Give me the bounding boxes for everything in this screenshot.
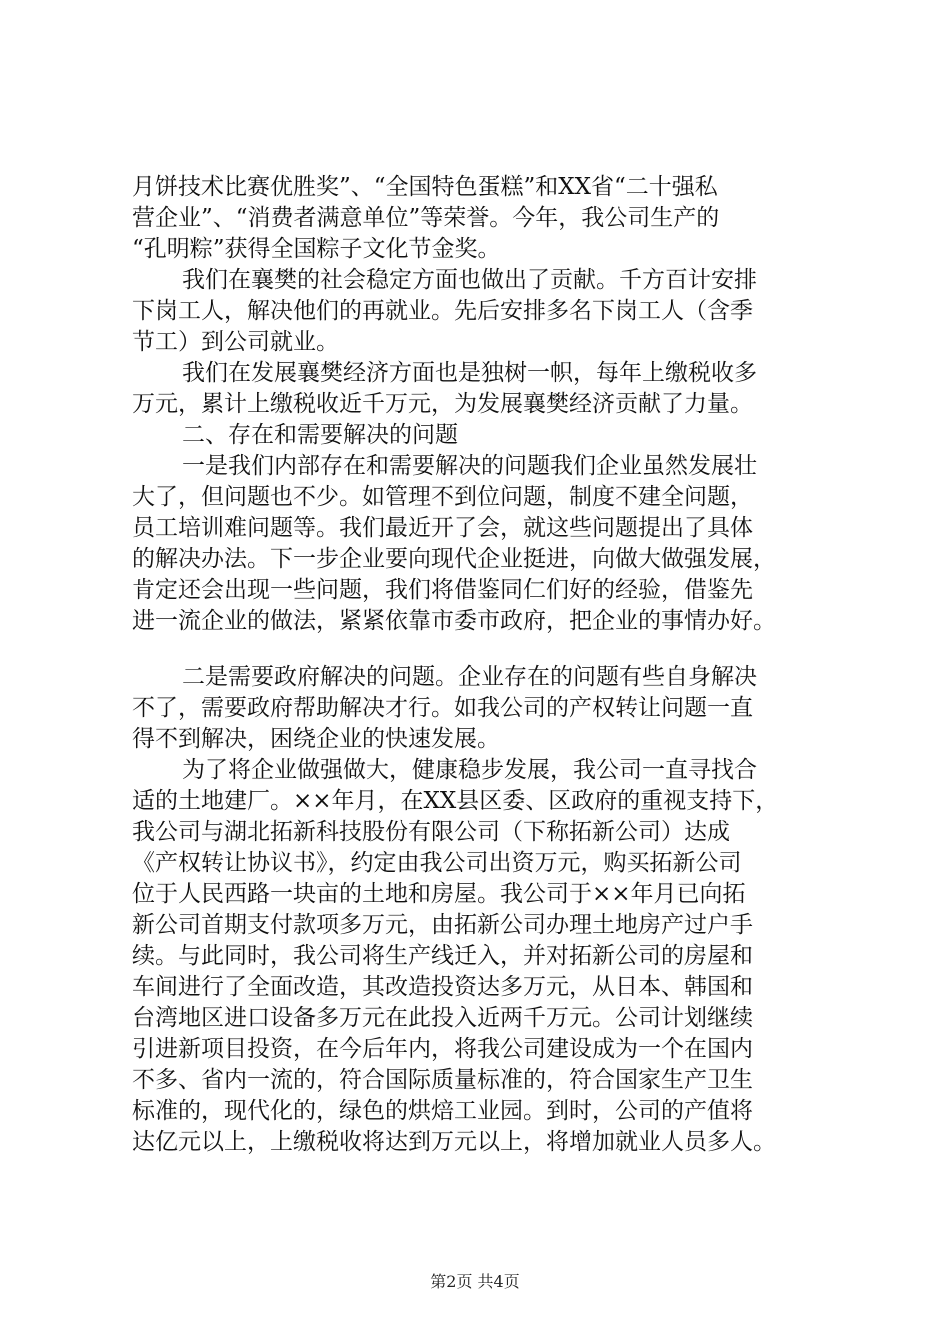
text-line: 下岗工人，解决他们的再就业。先后安排多名下岗工人（含季 — [132, 298, 753, 324]
text-line: 得不到解决，困绕企业的快速发展。 — [132, 726, 500, 752]
paragraph-spacer — [132, 637, 832, 662]
text-line: 进一流企业的做法，紧紧依靠市委市政府，把企业的事情办好。 — [132, 608, 776, 634]
text-line: 标准的，现代化的，绿色的烘焙工业园。到时，公司的产值将 — [132, 1098, 753, 1124]
page-footer — [0, 1272, 950, 1292]
text-line: 大了，但问题也不少。如管理不到位问题，制度不建全问题， — [132, 484, 753, 510]
text-line: 我公司与湖北拓新科技股份有限公司（下称拓新公司）达成 — [132, 819, 730, 845]
text-line: 节工）到公司就业。 — [132, 329, 339, 355]
text-line: 为了将企业做强做大，健康稳步发展，我公司一直寻找合 — [182, 757, 757, 783]
paragraph — [132, 755, 832, 1158]
text-line: 位于人民西路一块亩的土地和房屋。我公司于××年月已向拓 — [132, 881, 746, 907]
section-heading — [132, 420, 832, 451]
paragraph — [132, 265, 832, 358]
text-line: 达亿元以上，上缴税收将达到万元以上，将增加就业人员多人。 — [132, 1129, 776, 1155]
text-line: 营企业”、“消费者满意单位”等荣誉。今年，我公司生产的 — [132, 205, 720, 231]
paragraph — [132, 172, 832, 265]
text-line: 不了，需要政府帮助解决才行。如我公司的产权转让问题一直 — [132, 695, 753, 721]
text-line: 的解决办法。下一步企业要向现代企业挺进，向做大做强发展， — [132, 546, 776, 572]
text-line: “孔明粽”获得全国粽子文化节金奖。 — [132, 236, 501, 262]
page-number: 第2页 共4页 — [430, 1272, 520, 1291]
text-line: 万元，累计上缴税收近千万元，为发展襄樊经济贡献了力量。 — [132, 391, 753, 417]
text-line: 适的土地建厂。××年月，在XX县区委、区政府的重视支持下， — [132, 788, 779, 814]
text-line: 我们在发展襄樊经济方面也是独树一帜，每年上缴税收多 — [182, 360, 757, 386]
text-line: 二是需要政府解决的问题。企业存在的问题有些自身解决 — [182, 664, 757, 690]
paragraph — [132, 662, 832, 755]
text-line: 引进新项目投资，在今后年内，将我公司建设成为一个在国内 — [132, 1036, 753, 1062]
text-line: 《产权转让协议书》，约定由我公司出资万元，购买拓新公司 — [132, 850, 742, 876]
text-line: 我们在襄樊的社会稳定方面也做出了贡献。千方百计安排 — [182, 267, 757, 293]
text-line: 一是我们内部存在和需要解决的问题我们企业虽然发展壮 — [182, 453, 757, 479]
text-line: 月饼技术比赛优胜奖”、“全国特色蛋糕”和XX省“二十强私 — [132, 174, 718, 200]
heading-line: 二、存在和需要解决的问题 — [182, 422, 458, 448]
text-line: 员工培训难问题等。我们最近开了会，就这些问题提出了具体 — [132, 515, 753, 541]
text-line: 肯定还会出现一些问题，我们将借鉴同仁们好的经验，借鉴先 — [132, 577, 753, 603]
text-line: 不多、省内一流的，符合国际质量标准的，符合国家生产卫生 — [132, 1067, 753, 1093]
text-line: 台湾地区进口设备多万元在此投入近两千万元。公司计划继续 — [132, 1005, 753, 1031]
paragraph — [132, 451, 832, 637]
text-line: 车间进行了全面改造，其改造投资达多万元，从日本、韩国和 — [132, 974, 753, 1000]
text-line: 续。与此同时，我公司将生产线迁入，并对拓新公司的房屋和 — [132, 943, 753, 969]
paragraph — [132, 358, 832, 420]
document-body — [132, 172, 832, 1158]
text-line: 新公司首期支付款项多万元，由拓新公司办理土地房产过户手 — [132, 912, 753, 938]
